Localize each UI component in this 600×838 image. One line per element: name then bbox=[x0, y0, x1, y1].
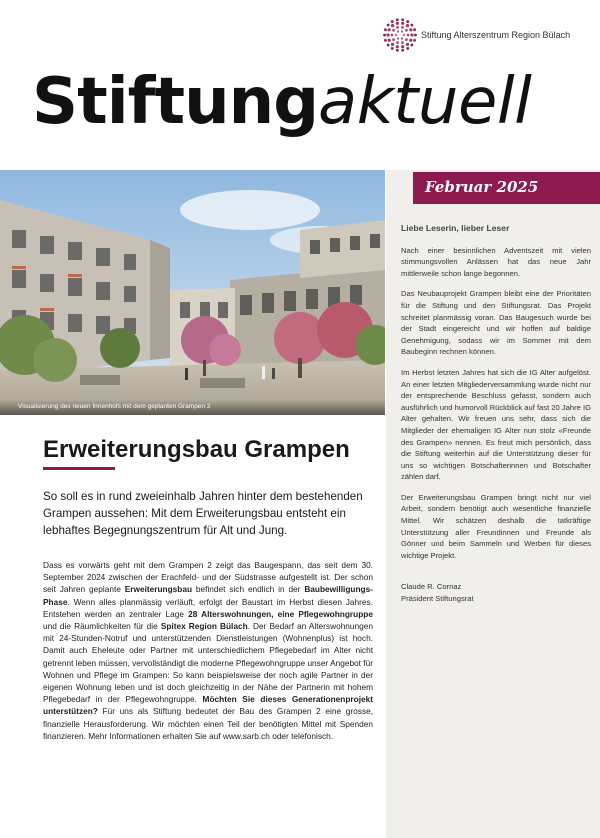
org-logo-mark-icon bbox=[383, 18, 417, 52]
editorial-paragraph: Der Erweiterungsbau Grampen bringt nicht nur viel Arbeit, sondern benötigt auch wesentliche finanzielle Mittel. Wir schätzen deshalb die tatkräftige Unterstützung aller Freundinnen und Freunde als Gönner und beim Sammeln und Werben für dieses wichtige Projekt. bbox=[401, 492, 591, 560]
signature-role: Präsident Stiftungsrat bbox=[401, 594, 474, 604]
article-lead: So soll es in rund zweieinhalb Jahren hinter dem bestehenden Grampen aussehen: Mit dem Erweiterungsbau entsteht ein lebhaftes Begegnungszentrum für Alt und Jung. bbox=[43, 490, 363, 537]
body-text-segment: . Der Bedarf an Alterswohnungen mit 24-Stunden-Notruf und unterstützenden Dienstleistungen (Wohnenplus) ist hoch. Damit auch Eheleute oder Partner mit unterschiedlichem Pflegebedarf im Alter nicht getrennt leben müssen, vervollständigt die moderne Pflegewohngruppe unser Angebot für Wohnen und Pflege im Grampen: So kann beispielsweise der noch agile Partner in der eigenen Wohnung leben und ist doch gleichzeitig in der Nähe der Partnerin mit hohem Pflegebedarf in der Pflegewohngruppe. bbox=[43, 621, 373, 705]
editorial-paragraph: Nach einer besinnlichen Adventszeit mit vielen stimmungsvollen Anlässen hat das neue Jahr mittlerweile schon lange begonnen. bbox=[401, 245, 591, 278]
issue-date: Februar 2025 bbox=[425, 178, 539, 196]
masthead bbox=[32, 65, 532, 139]
body-bold-segment: 28 Alterswohnungen, eine Pflegewohngruppe bbox=[188, 608, 373, 619]
org-logo bbox=[383, 18, 593, 52]
body-bold-segment: Baubewilligungs-Phase bbox=[43, 584, 373, 607]
signature bbox=[401, 581, 591, 605]
body-text-segment: Für uns als Stiftung bedeutet der Bau des Grampen 2 eine grosse, finanzielle Herausforderung. Wir möchten einen Teil der benötigten Mittel mit Spenden finanzieren. Mehr Informationen erhalten Sie auf www.sarb.ch oder telefonisch. bbox=[43, 706, 373, 741]
signature-name: Claude R. Cornaz bbox=[401, 582, 462, 592]
editorial-greeting: Liebe Leserin, lieber Leser bbox=[401, 223, 510, 233]
masthead-light: aktuell bbox=[318, 65, 532, 139]
body-text-segment: Dass es vorwärts geht mit dem Grampen 2 zeigt das Baugespann, das seit dem 30. September 2024 zwischen der Erachfeld- und der Südstrasse aufgestellt ist. Der schon seit Jahren geplante bbox=[43, 560, 373, 595]
body-text-segment: . Wenn alles planmässig verläuft, erfolgt der Baustart im Herbst diesen Jahres. Entstehen werden an zentraler Lage bbox=[43, 596, 373, 619]
hero-caption: Visualisierung des neuen Innenhofs mit dem geplanten Grampen 2 bbox=[0, 400, 385, 415]
body-bold-segment: Erweiterungsbau bbox=[124, 584, 193, 595]
hero-image bbox=[0, 170, 385, 415]
title-underline bbox=[43, 467, 115, 470]
courtyard-visualization-image bbox=[0, 170, 385, 415]
body-bold-segment: Möchten Sie dieses Generationenprojekt unterstützen? bbox=[43, 694, 373, 717]
issue-date-badge bbox=[413, 172, 600, 204]
editorial-text bbox=[401, 223, 591, 605]
org-name: Stiftung Alterszentrum Region Bülach bbox=[421, 30, 571, 40]
body-text-segment: und die Räumlichkeiten für die bbox=[43, 621, 161, 632]
editorial-paragraph: Das Neubauprojekt Grampen bleibt eine der Prioritäten für die Stiftung und den Stiftungsrat. Das Projekt schreitet planmässig voran. Das Baugesuch wurde bei der Stadt eingereicht und wir hoffen auf baldige Genehmigung, sodass wir im Sommer mit dem Baubeginn rechnen können. bbox=[401, 289, 591, 357]
body-bold-segment: Spitex Region Bülach bbox=[160, 621, 248, 632]
editorial-paragraph: Im Herbst letzten Jahres hat sich die IG Alter aufgelöst. An einer letzten Mitgliederversammlung wurde nicht nur der entsprechende Beschluss gefasst, sondern auch ausführlich und humorvoll Rückblick auf fast 20 Jahre IG Alter gehalten. Wir freuen uns sehr, dass sich die Mitglieder der ehemaligen IG Alter nun stolz «Freunde des Grampen» nennen. Es freut mich persönlich, dass die Stiftung weiterhin auf die Unterstützung dieser für uns so wichtigen Botschafterinnen und Botschafter zählen darf. bbox=[401, 367, 591, 482]
masthead-bold: Stiftung bbox=[32, 65, 318, 139]
article-body bbox=[43, 559, 373, 742]
body-text-segment: befindet sich endlich in der bbox=[192, 584, 305, 595]
article-title: Erweiterungsbau Grampen bbox=[43, 436, 350, 463]
